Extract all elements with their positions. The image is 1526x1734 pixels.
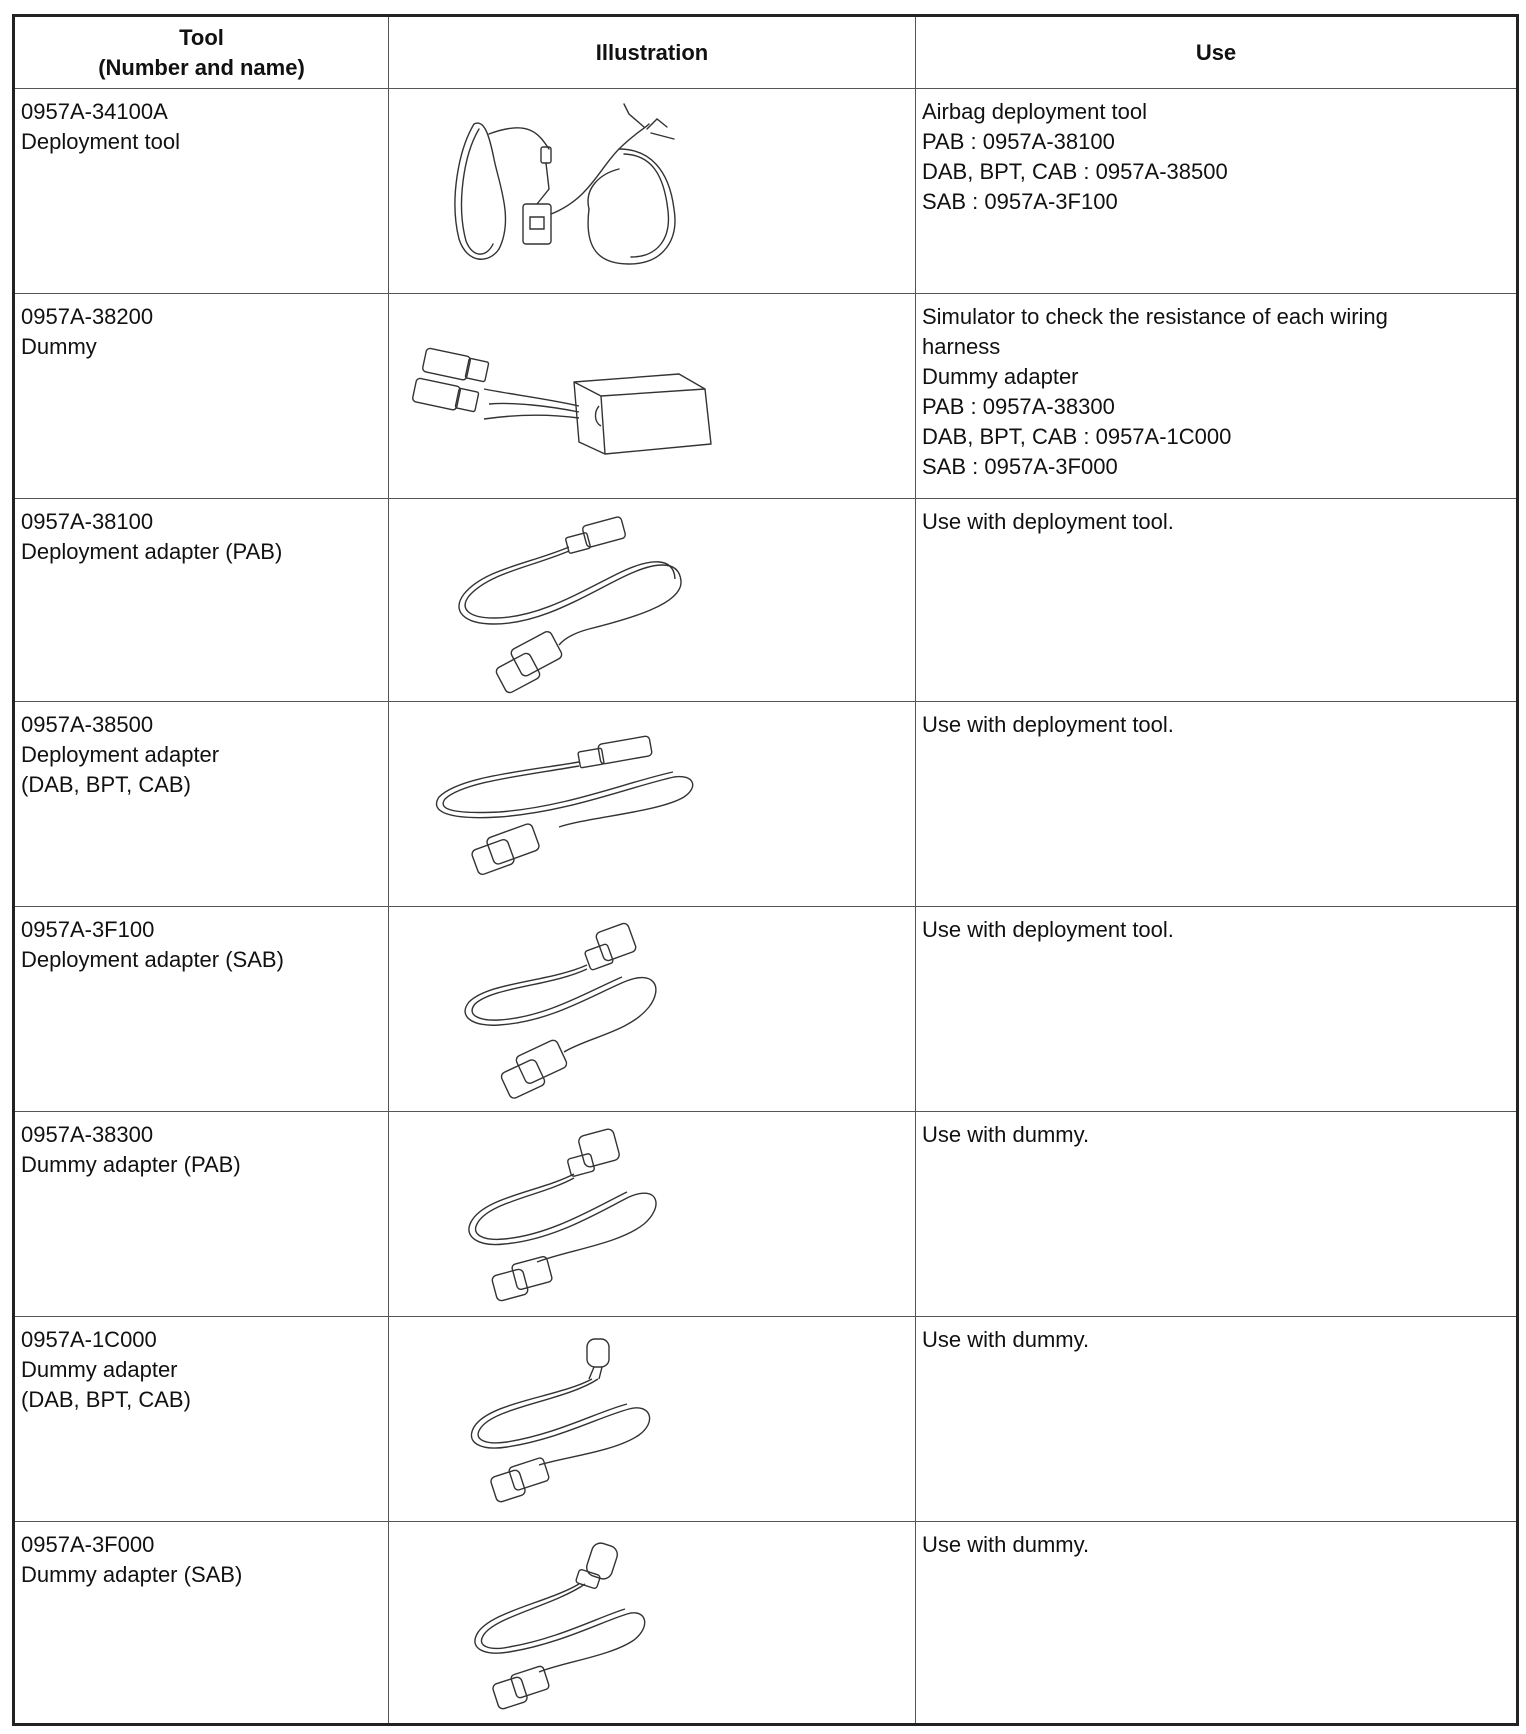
tool-name: Deployment adapter (PAB) bbox=[21, 539, 283, 564]
illustration-cell bbox=[389, 89, 916, 294]
use-cell bbox=[916, 1112, 1518, 1317]
use-cell bbox=[916, 89, 1518, 294]
illustration-cell bbox=[389, 1112, 916, 1317]
tool-number: 0957A-38300 bbox=[21, 1122, 154, 1147]
header-tool-line1: Tool bbox=[179, 24, 224, 50]
use-line: Use with dummy. bbox=[922, 1122, 1090, 1147]
tool-name: Dummy adapter (SAB) bbox=[21, 1562, 243, 1587]
header-tool-line2: (Number and name) bbox=[98, 54, 305, 80]
tool-number: 0957A-38100 bbox=[21, 509, 154, 534]
use-cell bbox=[916, 907, 1518, 1112]
tool-name: Deployment adapter bbox=[21, 742, 220, 767]
table-row bbox=[14, 89, 1518, 294]
dummy-illustration bbox=[389, 294, 913, 497]
table-row bbox=[14, 702, 1518, 907]
illustration-cell bbox=[389, 702, 916, 907]
use-line: Airbag deployment tool bbox=[922, 99, 1148, 124]
deployment-adapter-dab-illustration bbox=[389, 702, 913, 905]
header-tool bbox=[14, 16, 389, 89]
tool-number: 0957A-38200 bbox=[21, 304, 154, 329]
illustration-cell bbox=[389, 294, 916, 499]
tool-number: 0957A-34100A bbox=[21, 99, 168, 124]
dummy-adapter-pab-illustration bbox=[389, 1112, 913, 1315]
use-cell bbox=[916, 294, 1518, 499]
header-use: Use bbox=[916, 16, 1518, 89]
tool-cell bbox=[14, 499, 389, 702]
use-cell bbox=[916, 1522, 1518, 1725]
use-line: Use with deployment tool. bbox=[922, 712, 1174, 737]
use-line: DAB, BPT, CAB : 0957A-38500 bbox=[922, 159, 1228, 184]
tool-name: Dummy bbox=[21, 334, 97, 359]
deployment-adapter-sab-illustration bbox=[389, 907, 913, 1110]
illustration-cell bbox=[389, 907, 916, 1112]
special-tools-table bbox=[12, 14, 1519, 1726]
table-row bbox=[14, 907, 1518, 1112]
use-line: SAB : 0957A-3F100 bbox=[922, 189, 1118, 214]
use-line: Use with dummy. bbox=[922, 1532, 1090, 1557]
use-cell bbox=[916, 499, 1518, 702]
use-cell bbox=[916, 1317, 1518, 1522]
tool-cell bbox=[14, 1522, 389, 1725]
tool-cell bbox=[14, 89, 389, 294]
deployment-tool-illustration bbox=[389, 89, 913, 292]
header-illustration: Illustration bbox=[389, 16, 916, 89]
tool-number: 0957A-3F000 bbox=[21, 1532, 155, 1557]
tool-cell bbox=[14, 294, 389, 499]
dummy-adapter-dab-illustration bbox=[389, 1317, 913, 1520]
table-row bbox=[14, 1317, 1518, 1522]
tool-name: (DAB, BPT, CAB) bbox=[21, 772, 191, 797]
use-line: SAB : 0957A-3F000 bbox=[922, 454, 1118, 479]
tool-name: (DAB, BPT, CAB) bbox=[21, 1387, 191, 1412]
dummy-adapter-sab-illustration bbox=[389, 1522, 913, 1725]
use-line: Dummy adapter bbox=[922, 364, 1079, 389]
tool-cell bbox=[14, 1317, 389, 1522]
tool-name: Deployment tool bbox=[21, 129, 180, 154]
table-row bbox=[14, 1522, 1518, 1725]
use-line: PAB : 0957A-38300 bbox=[922, 394, 1115, 419]
use-line: Use with deployment tool. bbox=[922, 917, 1174, 942]
tool-cell bbox=[14, 1112, 389, 1317]
tool-number: 0957A-38500 bbox=[21, 712, 154, 737]
use-line: Simulator to check the resistance of each wiring bbox=[922, 304, 1388, 329]
table-row bbox=[14, 499, 1518, 702]
use-line: DAB, BPT, CAB : 0957A-1C000 bbox=[922, 424, 1232, 449]
tool-number: 0957A-3F100 bbox=[21, 917, 155, 942]
use-line: Use with deployment tool. bbox=[922, 509, 1174, 534]
table-row bbox=[14, 294, 1518, 499]
tool-number: 0957A-1C000 bbox=[21, 1327, 157, 1352]
use-line: harness bbox=[922, 334, 1001, 359]
table-row bbox=[14, 1112, 1518, 1317]
header-row bbox=[14, 16, 1518, 89]
use-cell bbox=[916, 702, 1518, 907]
tool-cell bbox=[14, 702, 389, 907]
illustration-cell bbox=[389, 1522, 916, 1725]
use-line: Use with dummy. bbox=[922, 1327, 1090, 1352]
tool-rows bbox=[14, 89, 1518, 1725]
illustration-cell bbox=[389, 1317, 916, 1522]
tool-cell bbox=[14, 907, 389, 1112]
illustration-cell bbox=[389, 499, 916, 702]
tool-name: Dummy adapter bbox=[21, 1357, 178, 1382]
tool-name: Deployment adapter (SAB) bbox=[21, 947, 284, 972]
use-line: PAB : 0957A-38100 bbox=[922, 129, 1115, 154]
tool-name: Dummy adapter (PAB) bbox=[21, 1152, 241, 1177]
deployment-adapter-pab-illustration bbox=[389, 499, 913, 702]
